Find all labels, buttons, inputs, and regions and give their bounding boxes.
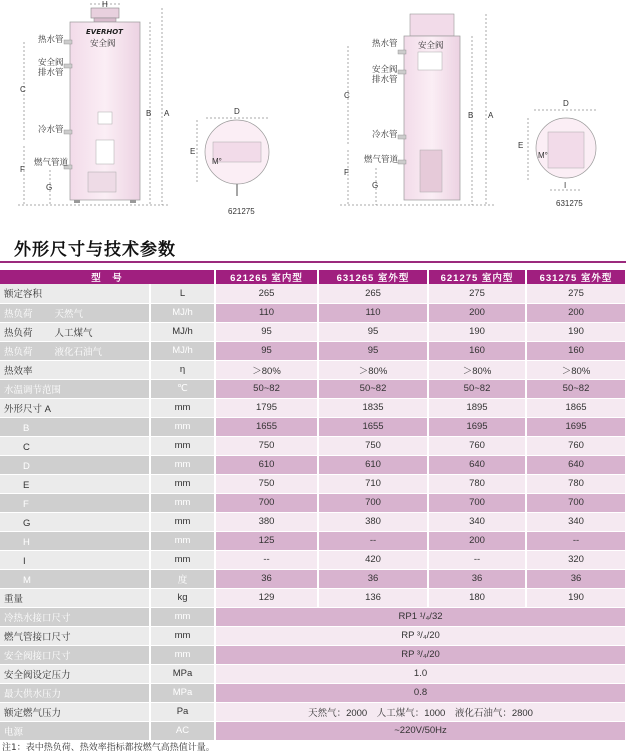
row-value: 1695 xyxy=(526,417,626,436)
row-label xyxy=(0,702,150,721)
table-row xyxy=(0,645,626,664)
table-row xyxy=(0,493,626,512)
row-value: ＞80% xyxy=(526,360,626,379)
row-value: 750 xyxy=(318,436,428,455)
row-unit: MPa xyxy=(150,683,215,702)
section-header xyxy=(0,232,626,266)
section-title-underline xyxy=(0,261,626,263)
row-label-text: H xyxy=(4,536,30,548)
dim-F-left: F xyxy=(20,165,25,174)
row-value-shared: 天然气：2000 人工煤气：1000 液化石油气：2800 xyxy=(215,702,626,721)
dim-E-right: E xyxy=(518,141,524,150)
table-row xyxy=(0,398,626,417)
row-label xyxy=(0,664,150,683)
indoor-heater-top-view xyxy=(197,118,269,196)
row-value: 180 xyxy=(428,588,526,607)
label-safety-drain-1-left: 安全阀 xyxy=(38,58,64,68)
row-unit: AC xyxy=(150,721,215,740)
dim-A-right: A xyxy=(488,111,494,120)
header-631275: 631275 室外型 xyxy=(526,270,626,284)
row-value: 700 xyxy=(526,493,626,512)
row-value: 50~82 xyxy=(215,379,318,398)
row-label xyxy=(0,512,150,531)
row-value: 190 xyxy=(526,588,626,607)
row-value: 136 xyxy=(318,588,428,607)
row-label-text: E xyxy=(4,479,30,491)
row-label xyxy=(0,721,150,740)
row-value: 160 xyxy=(428,341,526,360)
row-value: 780 xyxy=(428,474,526,493)
row-unit: η xyxy=(150,360,215,379)
header-model: 型 号 xyxy=(0,270,215,284)
row-label-text: 安全阀设定压力 xyxy=(4,669,71,681)
spec-table-body xyxy=(0,284,626,740)
row-value: 95 xyxy=(318,322,428,341)
row-label xyxy=(0,379,150,398)
table-row xyxy=(0,550,626,569)
label-safety-drain-1-right: 安全阀 xyxy=(372,65,398,75)
row-label xyxy=(0,455,150,474)
row-label xyxy=(0,322,150,341)
row-value: 190 xyxy=(428,322,526,341)
row-unit: MPa xyxy=(150,664,215,683)
dim-C-left: C xyxy=(20,85,26,94)
row-label-text: 额定燃气压力 xyxy=(4,707,62,719)
table-row xyxy=(0,360,626,379)
row-label-text: F xyxy=(4,498,29,510)
row-label xyxy=(0,607,150,626)
row-unit: MJ/h xyxy=(150,322,215,341)
header-631265: 631265 室外型 xyxy=(318,270,428,284)
row-label-text: 冷热水接口尺寸 xyxy=(4,612,71,624)
row-unit: kg xyxy=(150,588,215,607)
row-value: -- xyxy=(526,531,626,550)
label-cold-pipe-right: 冷水管 xyxy=(372,130,398,140)
row-value: 129 xyxy=(215,588,318,607)
row-label xyxy=(0,284,150,303)
row-value: 95 xyxy=(215,341,318,360)
label-safety-drain-2-left: 排水管 xyxy=(38,68,64,78)
brand-logo: EVERHOT xyxy=(86,28,123,36)
row-value: 200 xyxy=(428,303,526,322)
dim-D-left: D xyxy=(234,107,240,116)
row-value: 760 xyxy=(428,436,526,455)
row-label xyxy=(0,303,150,322)
row-value: 760 xyxy=(526,436,626,455)
row-unit: mm xyxy=(150,398,215,417)
row-value: -- xyxy=(318,531,428,550)
row-value: 380 xyxy=(318,512,428,531)
label-hot-pipe-right: 热水管 xyxy=(372,39,398,49)
label-hot-pipe-left: 热水管 xyxy=(38,35,64,45)
row-unit: mm xyxy=(150,645,215,664)
row-label-text: M xyxy=(4,574,31,586)
row-value: 110 xyxy=(318,303,428,322)
row-value-shared: RP ³/₄/20 xyxy=(215,626,626,645)
row-label xyxy=(0,493,150,512)
row-unit: MJ/h xyxy=(150,341,215,360)
row-label-text: 电源 xyxy=(4,726,24,738)
dim-F-right: F xyxy=(344,168,349,177)
dim-G-right: G xyxy=(372,181,379,190)
row-sublabel: 人工煤气 xyxy=(54,327,93,339)
row-value: 1695 xyxy=(428,417,526,436)
row-value: 36 xyxy=(215,569,318,588)
row-value: ＞80% xyxy=(428,360,526,379)
table-row xyxy=(0,322,626,341)
row-value: 190 xyxy=(526,322,626,341)
row-value: 750 xyxy=(215,436,318,455)
row-label-text: I xyxy=(4,555,26,567)
row-value: 640 xyxy=(428,455,526,474)
dim-B-right: B xyxy=(468,111,474,120)
row-label xyxy=(0,569,150,588)
row-unit: 度 xyxy=(150,569,215,588)
row-value-shared: RP1 ¹/₄/32 xyxy=(215,607,626,626)
row-value: 50~82 xyxy=(526,379,626,398)
table-row xyxy=(0,341,626,360)
row-value: 750 xyxy=(215,474,318,493)
row-value: 110 xyxy=(215,303,318,322)
row-value: 380 xyxy=(215,512,318,531)
row-label xyxy=(0,341,150,360)
dim-M-right: M° xyxy=(538,151,548,160)
row-label xyxy=(0,360,150,379)
row-unit: mm xyxy=(150,455,215,474)
row-value: 780 xyxy=(526,474,626,493)
label-safety-valve-right: 安全阀 xyxy=(418,41,444,51)
row-value: 700 xyxy=(215,493,318,512)
row-unit: mm xyxy=(150,550,215,569)
header-621275: 621275 室内型 xyxy=(428,270,526,284)
row-sublabel: 天然气 xyxy=(54,308,84,320)
table-row xyxy=(0,607,626,626)
row-unit: L xyxy=(150,284,215,303)
row-sublabel: 液化石油气 xyxy=(54,346,103,358)
row-value: 160 xyxy=(526,341,626,360)
row-value: 1835 xyxy=(318,398,428,417)
row-unit: mm xyxy=(150,493,215,512)
spec-table-header xyxy=(0,270,626,284)
row-value: 50~82 xyxy=(318,379,428,398)
table-row xyxy=(0,626,626,645)
row-label-text: C xyxy=(4,441,30,453)
row-value: 710 xyxy=(318,474,428,493)
row-label-text: B xyxy=(4,422,30,434)
row-unit: Pa xyxy=(150,702,215,721)
row-label-text: D xyxy=(4,460,30,472)
table-row xyxy=(0,531,626,550)
row-value: 265 xyxy=(318,284,428,303)
row-value-shared: 0.8 xyxy=(215,683,626,702)
outdoor-heater-top-view xyxy=(528,110,598,190)
row-unit: mm xyxy=(150,531,215,550)
table-row xyxy=(0,702,626,721)
row-value: 275 xyxy=(428,284,526,303)
table-row xyxy=(0,664,626,683)
row-value: 700 xyxy=(428,493,526,512)
row-value: 340 xyxy=(526,512,626,531)
row-value: 265 xyxy=(215,284,318,303)
row-unit: ℃ xyxy=(150,379,215,398)
row-label-text: 热负荷 xyxy=(4,308,33,320)
row-value: 200 xyxy=(526,303,626,322)
label-cold-pipe-left: 冷水管 xyxy=(38,125,64,135)
section-title: 外形尺寸与技术参数 xyxy=(14,240,176,260)
row-label-text: 最大供水压力 xyxy=(4,688,62,700)
row-value: -- xyxy=(428,550,526,569)
table-row xyxy=(0,512,626,531)
row-label-text: 水温调节范围 xyxy=(4,384,62,396)
row-value: 36 xyxy=(526,569,626,588)
row-label-text: 燃气管接口尺寸 xyxy=(4,631,71,643)
row-label-text: 热负荷 xyxy=(4,327,33,339)
label-gas-pipe-right: 燃气管道 xyxy=(364,155,399,165)
row-label-text: 额定容积 xyxy=(4,289,43,301)
row-label xyxy=(0,531,150,550)
indoor-heater-side-view xyxy=(64,8,140,203)
row-value: -- xyxy=(215,550,318,569)
row-label-text: G xyxy=(4,517,31,529)
table-row xyxy=(0,417,626,436)
row-value: 700 xyxy=(318,493,428,512)
table-row xyxy=(0,436,626,455)
row-label-text: 外形尺寸 A xyxy=(4,403,51,415)
row-value: 320 xyxy=(526,550,626,569)
dim-M-left: M° xyxy=(212,157,222,166)
row-value: 95 xyxy=(318,341,428,360)
product-diagrams xyxy=(0,0,626,222)
footnote: 注1：表中热负荷、热效率指标都按燃气高热值计量。 xyxy=(2,743,215,753)
row-value: 420 xyxy=(318,550,428,569)
row-value-shared: RP ³/₄/20 xyxy=(215,645,626,664)
row-label xyxy=(0,436,150,455)
row-value: 610 xyxy=(215,455,318,474)
row-label xyxy=(0,683,150,702)
row-unit: MJ/h xyxy=(150,303,215,322)
row-unit: mm xyxy=(150,626,215,645)
table-row xyxy=(0,721,626,740)
row-value: 95 xyxy=(215,322,318,341)
dim-H: H xyxy=(102,0,108,9)
dim-C-right: C xyxy=(344,91,350,100)
dim-A-left: A xyxy=(164,109,170,118)
row-label xyxy=(0,398,150,417)
row-unit: mm xyxy=(150,607,215,626)
row-value: 36 xyxy=(318,569,428,588)
row-unit: mm xyxy=(150,417,215,436)
row-label xyxy=(0,474,150,493)
row-label xyxy=(0,626,150,645)
table-row xyxy=(0,455,626,474)
label-gas-pipe-left: 燃气管道 xyxy=(34,158,69,168)
table-row xyxy=(0,683,626,702)
row-unit: mm xyxy=(150,436,215,455)
model-label-right: 631275 xyxy=(556,199,583,208)
row-value: 1655 xyxy=(318,417,428,436)
dim-G-left: G xyxy=(46,183,53,192)
table-row xyxy=(0,284,626,303)
row-label xyxy=(0,417,150,436)
table-row xyxy=(0,588,626,607)
table-row xyxy=(0,379,626,398)
row-value: 1655 xyxy=(215,417,318,436)
row-value: 1865 xyxy=(526,398,626,417)
row-unit: mm xyxy=(150,474,215,493)
row-value: 640 xyxy=(526,455,626,474)
row-label xyxy=(0,550,150,569)
row-value: ＞80% xyxy=(318,360,428,379)
row-label xyxy=(0,588,150,607)
row-label-text: 热效率 xyxy=(4,365,33,377)
row-value: ＞80% xyxy=(215,360,318,379)
label-safety-drain-2-right: 排水管 xyxy=(372,75,398,85)
row-label xyxy=(0,645,150,664)
dim-B-left: B xyxy=(146,109,152,118)
dim-E-left: E xyxy=(190,147,196,156)
model-label-left: 621275 xyxy=(228,207,255,216)
row-value: 610 xyxy=(318,455,428,474)
dim-I-right: I xyxy=(564,181,567,190)
table-row xyxy=(0,474,626,493)
spec-table xyxy=(0,270,626,741)
label-safety-valve-left: 安全阀 xyxy=(90,39,116,49)
dim-D-right: D xyxy=(563,99,569,108)
row-value: 1895 xyxy=(428,398,526,417)
row-value: 36 xyxy=(428,569,526,588)
row-label-text: 重量 xyxy=(4,593,24,605)
row-value: 200 xyxy=(428,531,526,550)
row-value: 340 xyxy=(428,512,526,531)
row-label-text: 热负荷 xyxy=(4,346,33,358)
table-row xyxy=(0,569,626,588)
row-value-shared: 1.0 xyxy=(215,664,626,683)
row-value: 50~82 xyxy=(428,379,526,398)
header-621265: 621265 室内型 xyxy=(215,270,318,284)
row-unit: mm xyxy=(150,512,215,531)
row-label-text: 安全阀接口尺寸 xyxy=(4,650,71,662)
row-value-shared: ~220V/50Hz xyxy=(215,721,626,740)
row-value: 1795 xyxy=(215,398,318,417)
table-row xyxy=(0,303,626,322)
row-value: 275 xyxy=(526,284,626,303)
row-value: 125 xyxy=(215,531,318,550)
